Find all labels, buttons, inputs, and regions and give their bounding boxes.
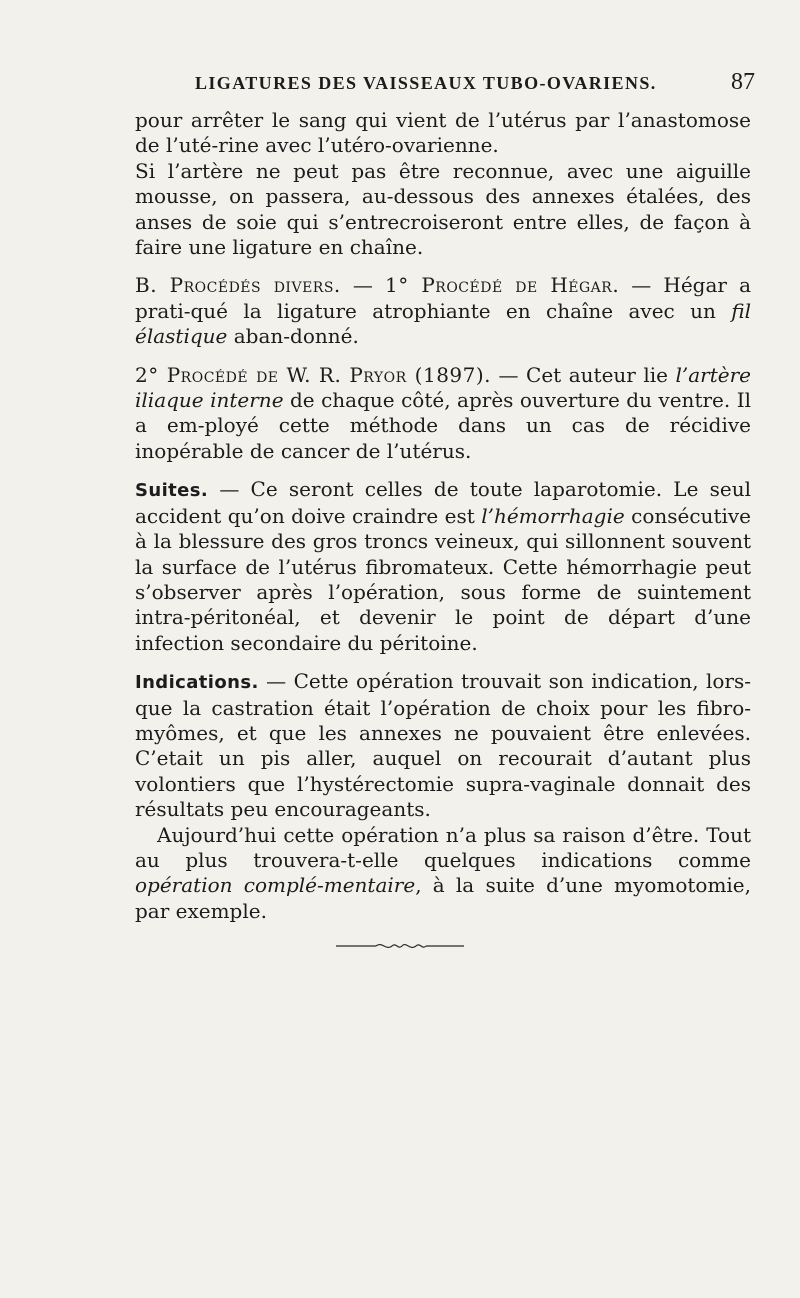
- hegar-text-2: aban-donné.: [227, 324, 359, 349]
- aujourdhui-italic: opération complé-mentaire: [135, 873, 416, 898]
- suites-text-2: consécutive à la blessure des gros troncs veineux, qui sillonnent souvent la surface de l’utérus fibromateux. Cette hémorrhagie peut s’observer après l’opération, sous forme de suintement intra-péritonéal, et devenir le point de départ d’une infection secondaire du péritoine.: [135, 503, 752, 655]
- running-title: LIGATURES DES VAISSEAUX TUBO-OVARIENS.: [195, 73, 657, 93]
- paragraph-2: [135, 159, 751, 261]
- paragraph-suites: [135, 477, 751, 656]
- section-label-procedes: B. Procédés divers.: [135, 273, 341, 298]
- paragraph-aujourdhui: [135, 823, 751, 925]
- aujourdhui-text-1: Aujourd’hui cette opération n’a plus sa raison d’être. Tout au plus trouvera-t-elle quelques indications comme: [135, 822, 751, 872]
- hegar-italic: fil élastique: [135, 298, 751, 349]
- paragraph-2-text: Si l’artère ne peut pas être reconnue, avec une aiguille mousse, on passera, au-dessous des annexes étalées, des anses de soie qui s’entrecroiseront entre elles, de façon à faire une ligature en chaîne.: [135, 158, 751, 260]
- paragraph-procedes-divers: [135, 273, 751, 349]
- paragraph-pryor: [135, 363, 751, 465]
- hegar-text-1: — Hégar a prati-qué la ligature atrophiante en chaîne avec un: [135, 273, 751, 323]
- end-ornament: [336, 939, 464, 953]
- indications-text-1: — Cette opération trouvait son indication, lors-que la castration était l’opération de choix pour les fibro-myômes, et que les annexes ne pouvaient être enlevées. C’etait un pis aller, auquel on recourait d’autant plus volontiers que l’hystérectomie supra-vaginale donnait des résultats peu encourageants.: [135, 669, 751, 822]
- pryor-italic: l’artère iliaque interne: [135, 362, 751, 413]
- paragraph-1: pour arrêter le sang qui vient de l’utérus par l’anastomose de l’uté-rine avec l’utéro-ovarienne.: [135, 108, 751, 158]
- page-number: 87: [731, 69, 755, 95]
- heading-indications: Indications.: [135, 672, 259, 694]
- suites-italic: l’hémorrhagie: [481, 503, 625, 528]
- page-header: [195, 69, 755, 99]
- section-label-hegar: 1° Procédé de Hégar.: [385, 273, 620, 298]
- dash: —: [340, 273, 385, 298]
- pryor-text-2: de chaque côté, après ouverture du ventre. Il a em-ployé cette méthode dans un cas de récidive inopérable de cancer de l’utérus.: [135, 388, 751, 463]
- section-label-pryor: 2° Procédé de W. R. Pryor (1897).: [135, 362, 492, 387]
- paragraph-indications: [135, 669, 751, 822]
- heading-suites: Suites.: [135, 480, 209, 502]
- aujourdhui-text-2: , à la suite d’une myomotomie, par exemple.: [135, 873, 752, 923]
- page-body: [135, 108, 751, 937]
- suites-text-1: — Ce seront celles de toute laparotomie. Le seul accident qu’on doive craindre est: [135, 477, 751, 528]
- pryor-text-1: — Cet auteur lie: [491, 362, 676, 387]
